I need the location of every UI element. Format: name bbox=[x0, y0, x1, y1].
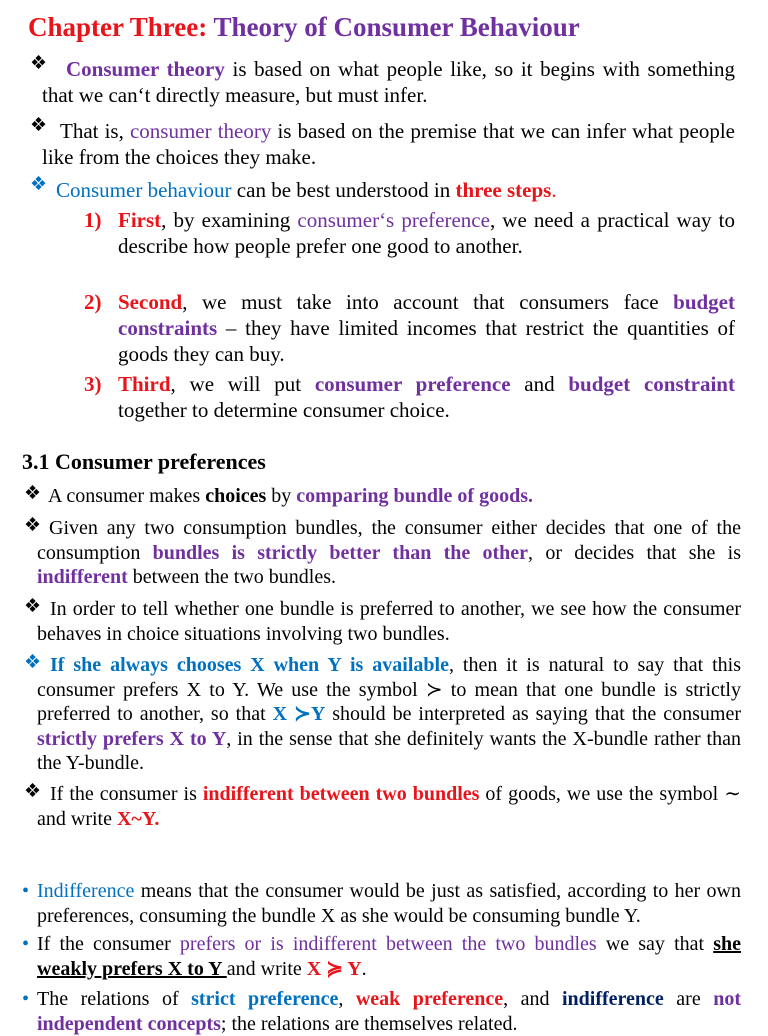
text: , then it is natural to say that this consumer prefers X to Y. We use the symbol ≻ to mean that one bundle is strictly preferred to another, so that bbox=[37, 654, 741, 725]
diamond-bullet-icon: ❖ bbox=[24, 515, 42, 536]
paragraph-two-bundles bbox=[37, 516, 741, 590]
dot-bullet-icon: • bbox=[22, 880, 30, 902]
text: are bbox=[663, 988, 714, 1010]
text: , we must take into account that consumers face bbox=[182, 290, 674, 314]
step-1 bbox=[118, 207, 735, 259]
chapter-title bbox=[28, 12, 580, 43]
text: we say that bbox=[596, 933, 714, 955]
paragraph-consumer-theory bbox=[42, 56, 735, 108]
term-x-tilde-y: X~Y. bbox=[116, 807, 160, 830]
text: That is, bbox=[60, 119, 130, 143]
diamond-bullet-icon: ❖ bbox=[24, 781, 42, 802]
term-prefers-or-indifferent: prefers or is indifferent between the two bundles bbox=[179, 933, 597, 955]
diamond-bullet-icon: ❖ bbox=[24, 652, 42, 673]
text: should be interpreted as saying that the consumer bbox=[325, 703, 741, 725]
text: is based on what people like, so it begins with something that we can‘t directly measure, but must infer. bbox=[42, 57, 736, 107]
text: by bbox=[266, 485, 297, 507]
paragraph-indifferent bbox=[37, 782, 741, 831]
diamond-bullet-icon: ❖ bbox=[30, 53, 48, 74]
paragraph-relations bbox=[37, 987, 741, 1036]
term-consumer-behaviour: Consumer behaviour bbox=[56, 178, 232, 202]
paragraph-weak-preference bbox=[37, 932, 741, 981]
text: , or decides that she is bbox=[528, 541, 741, 564]
term-three-steps: three steps bbox=[455, 178, 552, 202]
text: – they have limited incomes that restrict the quantities of goods they can buy. bbox=[118, 316, 735, 366]
term-consumer-preference: consumer preference bbox=[314, 372, 511, 396]
text: is based on the premise that we can infer what people like from the choices they make. bbox=[42, 119, 735, 169]
step-2 bbox=[118, 289, 735, 367]
term-strictly-better: bundles is strictly better than the other bbox=[152, 541, 529, 564]
text: In order to tell whether one bundle is preferred to another, we see how the consumer behaves in choice situations involving two bundles. bbox=[37, 598, 741, 645]
paragraph-tell-preferred bbox=[37, 597, 741, 646]
dot-bullet-icon: • bbox=[22, 933, 30, 955]
text: If the consumer is bbox=[50, 783, 203, 805]
step-number: 1) bbox=[84, 208, 102, 232]
diamond-bullet-icon: ❖ bbox=[24, 596, 42, 617]
text: Given any two consumption bundles, the consumer either decides that one of the consumption bbox=[37, 517, 741, 564]
text: , we need a practical way to describe how people prefer one good to another. bbox=[118, 208, 735, 258]
text: . bbox=[361, 957, 367, 980]
paragraph-consumer-behaviour bbox=[56, 177, 746, 203]
term-not-independent: not independent concepts bbox=[37, 988, 742, 1035]
term-strictly-prefers: strictly prefers X to Y bbox=[37, 727, 227, 750]
paragraph-strict-preference bbox=[37, 653, 741, 776]
text: of goods, we use the symbol ∼ and write bbox=[37, 783, 741, 830]
text: together to determine consumer choice. bbox=[118, 398, 450, 422]
section-heading: 3.1 Consumer preferences bbox=[22, 449, 266, 474]
text: A consumer makes bbox=[48, 485, 206, 507]
term-consumer-theory: Consumer theory bbox=[66, 57, 225, 81]
text: between the two bundles. bbox=[127, 566, 337, 588]
text: , by examining bbox=[161, 208, 298, 232]
term-consumer-preference: consumer‘s preference bbox=[297, 208, 490, 232]
text: and bbox=[510, 372, 569, 396]
term-weak-preference: weak preference bbox=[355, 988, 504, 1010]
step-label: Third bbox=[118, 372, 171, 396]
term-x-pref-y: X ≻Y bbox=[272, 703, 326, 725]
step-3 bbox=[118, 371, 735, 423]
term-strict-preference: strict preference bbox=[191, 988, 339, 1010]
text: means that the consumer would be just as satisfied, according to her own preferences, consuming the bundle X as she would be consuming bundle Y. bbox=[37, 880, 741, 927]
step-number: 3) bbox=[84, 372, 102, 396]
text: and write bbox=[226, 957, 307, 980]
term-comparing-bundle: comparing bundle of goods. bbox=[296, 485, 533, 507]
paragraph-indifference-def bbox=[37, 879, 741, 928]
paragraph-that-is bbox=[42, 118, 735, 170]
term-indifferent: indifferent bbox=[37, 566, 128, 588]
step-number: 2) bbox=[84, 290, 102, 314]
chapter-title-prefix: Chapter Three: bbox=[28, 12, 208, 42]
term-choices: choices bbox=[205, 485, 267, 507]
diamond-bullet-icon: ❖ bbox=[30, 174, 48, 195]
text: , bbox=[338, 988, 356, 1010]
text: ; the relations are themselves related. bbox=[220, 1012, 518, 1035]
diamond-bullet-icon: ❖ bbox=[30, 115, 48, 136]
text: , in the sense that she definitely wants the X-bundle rather than the Y-bundle. bbox=[37, 727, 741, 774]
term-consumer-theory: consumer theory bbox=[129, 119, 272, 143]
term-indifferent-two-bundles: indifferent between two bundles bbox=[202, 783, 480, 805]
term-budget-constraints: budget constraints bbox=[118, 290, 735, 340]
term-indifference: indifference bbox=[561, 988, 664, 1010]
dot-bullet-icon: • bbox=[22, 988, 30, 1010]
term-indifference: Indifference bbox=[37, 880, 135, 902]
text: , and bbox=[503, 988, 562, 1010]
text: If the consumer bbox=[37, 933, 180, 955]
text: The relations of bbox=[37, 988, 192, 1010]
term-always-chooses: If she always chooses X when Y is available bbox=[50, 654, 449, 676]
paragraph-choices bbox=[48, 484, 748, 509]
term-x-weak-y: X ≽ Y bbox=[306, 957, 362, 980]
text: can be best understood in bbox=[231, 178, 456, 202]
text: , we will put bbox=[170, 372, 315, 396]
term-weakly-prefers: she weakly prefers X to Y bbox=[37, 933, 741, 980]
term-budget-constraint: budget constraint bbox=[568, 372, 735, 396]
text: . bbox=[551, 178, 557, 202]
diamond-bullet-icon: ❖ bbox=[24, 483, 42, 504]
step-label: Second bbox=[118, 290, 183, 314]
chapter-title-main: Theory of Consumer Behaviour bbox=[213, 12, 580, 42]
step-label: First bbox=[118, 208, 162, 232]
